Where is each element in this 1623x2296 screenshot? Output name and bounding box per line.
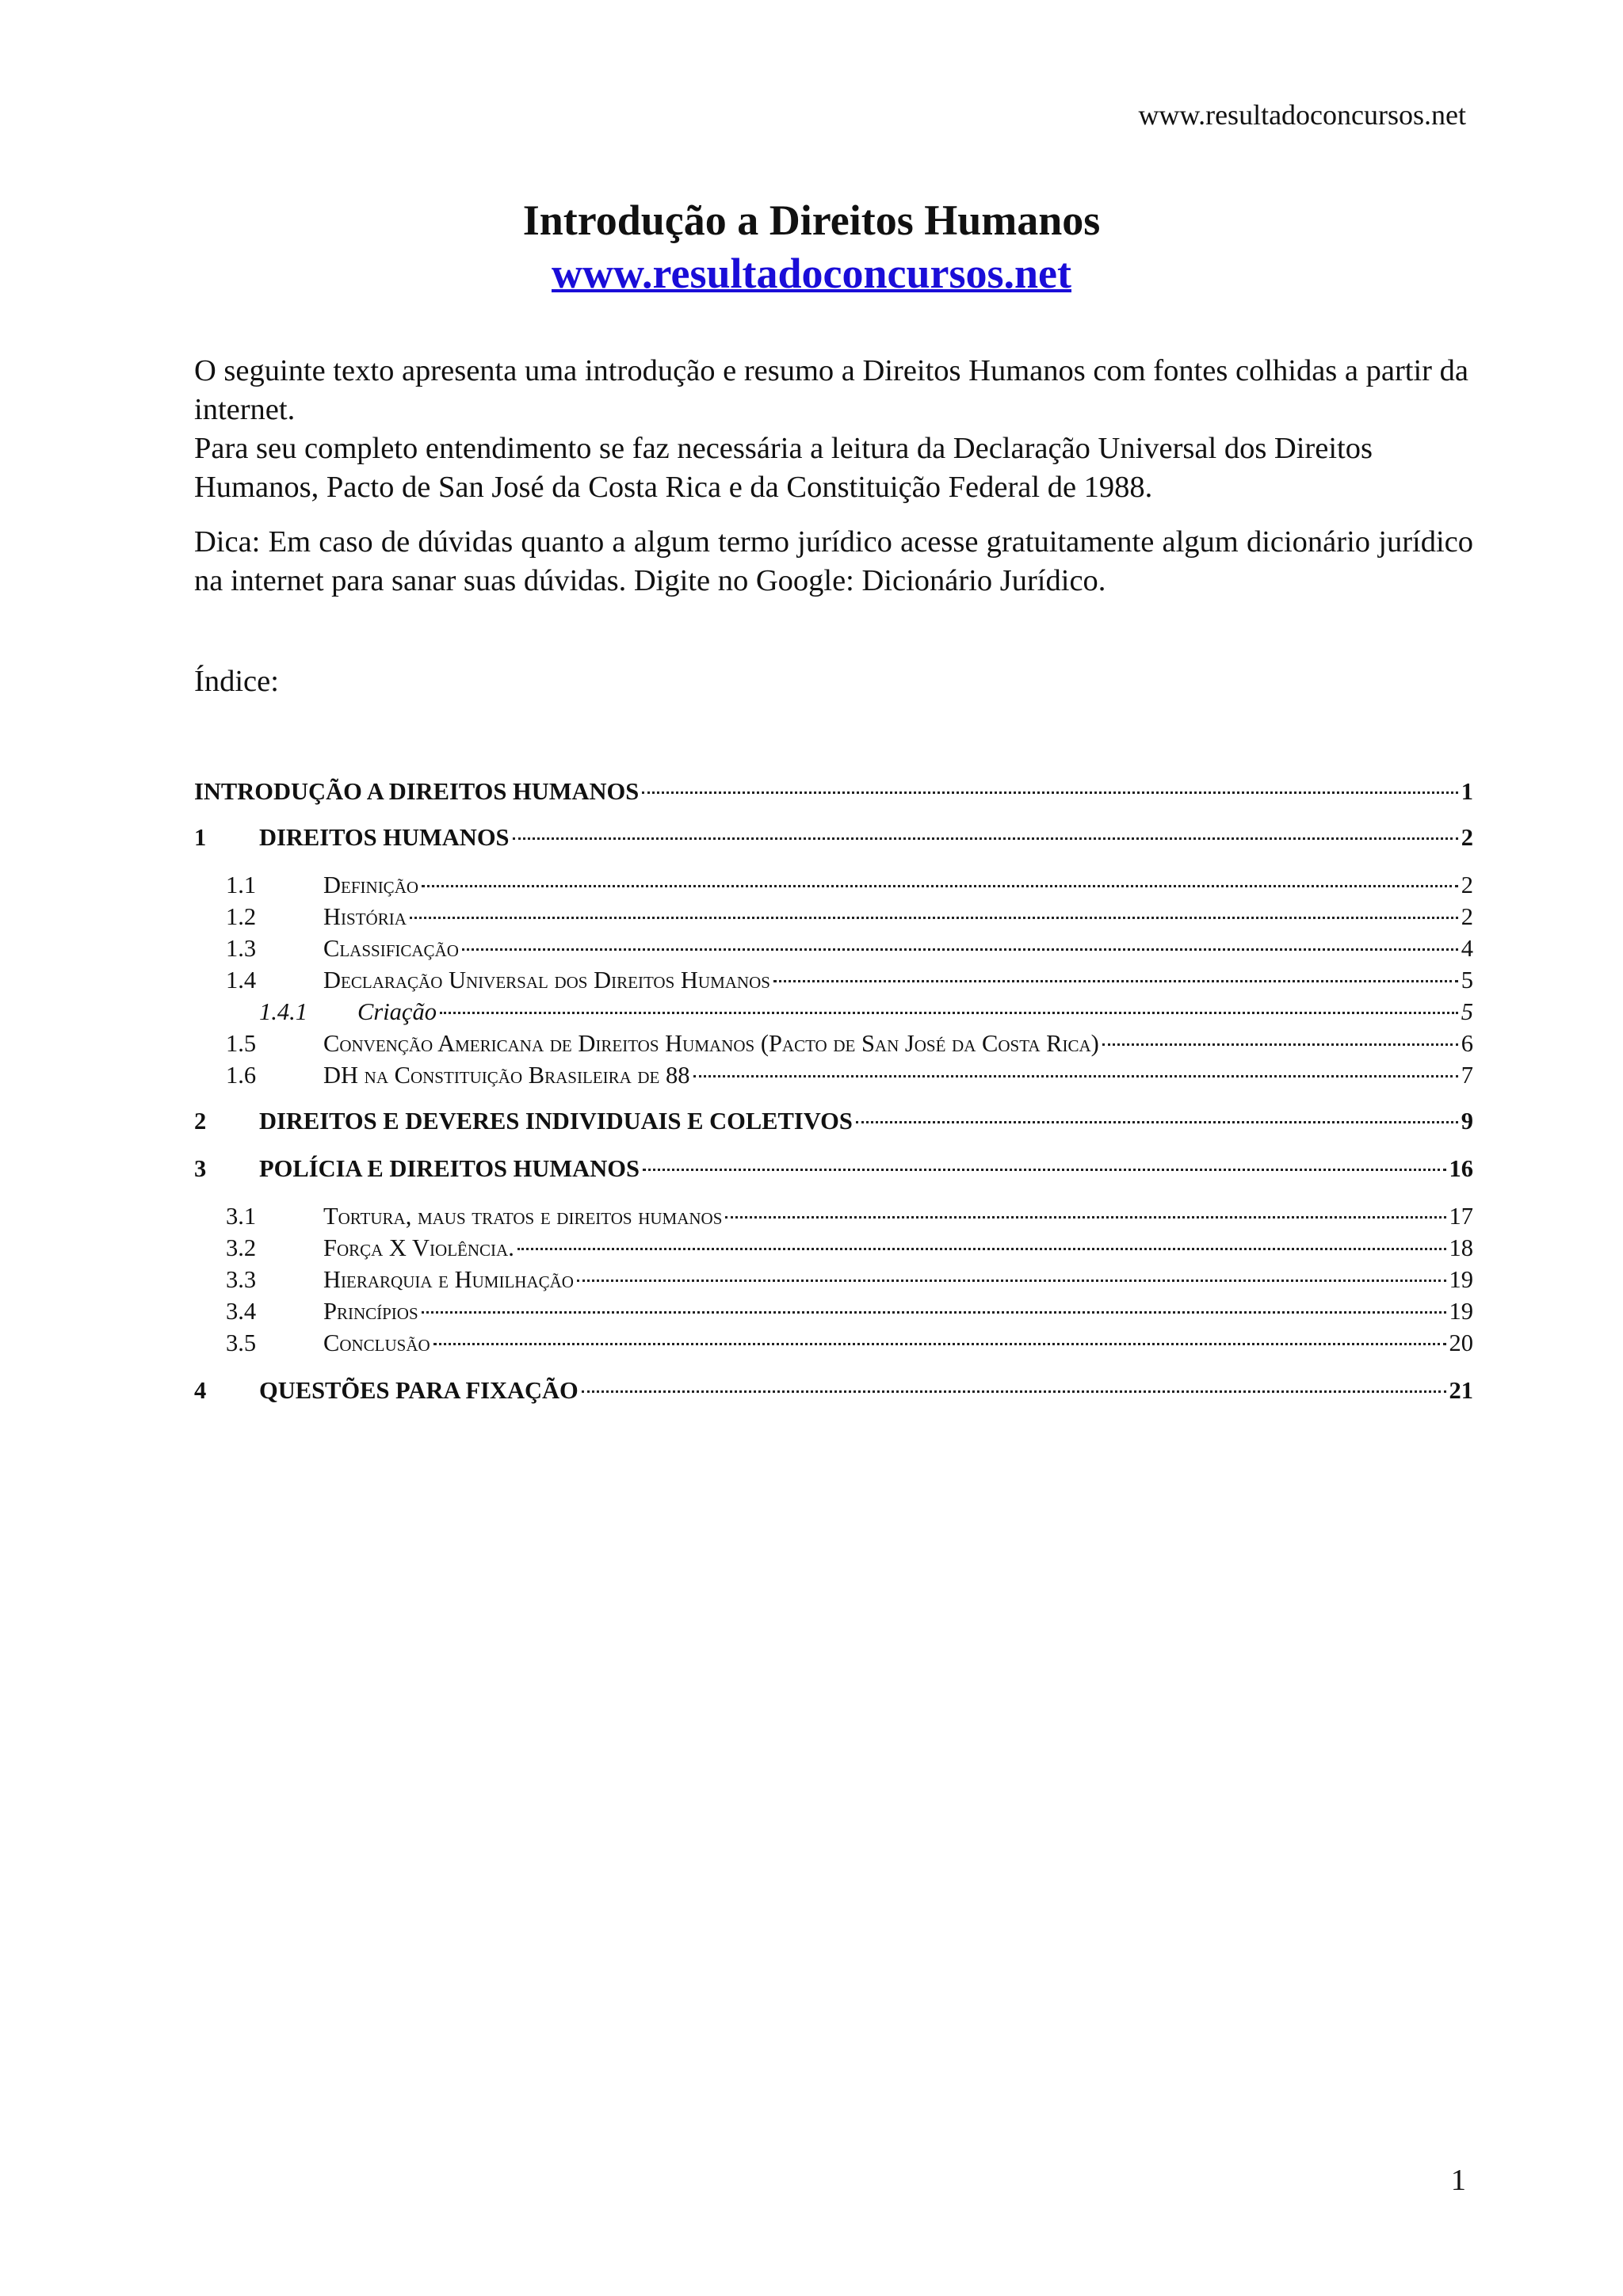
toc-entry[interactable] [226,1266,1473,1294]
toc-number: 3.5 [226,1329,257,1356]
toc-leader [422,885,1458,887]
toc-leader [440,1012,1458,1014]
toc-page: 6 [1461,1030,1473,1057]
toc-label: QUESTÕES PARA FIXAÇÃO [259,1377,579,1404]
toc-entry[interactable] [194,1377,1473,1405]
toc-entry[interactable] [226,1234,1473,1262]
toc-leader [643,1169,1446,1171]
toc-entry[interactable] [194,824,1473,852]
toc-number: 1.3 [226,935,257,962]
toc-label: DIREITOS HUMANOS [259,824,510,851]
toc-entry[interactable] [226,967,1473,994]
toc-page: 7 [1461,1062,1473,1089]
toc-entry[interactable] [226,1329,1473,1357]
index-heading: Índice: [194,665,279,698]
toc-leader [856,1121,1458,1123]
toc-label: Conclusão [323,1329,430,1356]
toc-leader [693,1075,1458,1077]
toc-label: Força X Violência. [323,1234,514,1261]
header-url: www.resultadoconcursos.net [1138,99,1466,131]
toc-number: 3.4 [226,1298,257,1325]
toc-leader [517,1248,1446,1250]
toc-entry[interactable] [259,998,1473,1026]
toc-page: 5 [1461,967,1473,994]
toc-leader [422,1311,1446,1314]
intro-paragraph-2: Para seu completo entendimento se faz necessária a leitura da Declaração Universal dos Direitos Humanos, Pacto de San José da Costa Rica e da Constituição Federal de 1988. [194,432,1373,504]
toc-number: 2 [194,1108,207,1135]
toc-page: 1 [1461,778,1473,805]
toc-page: 16 [1449,1155,1473,1182]
toc-leader [773,980,1458,982]
tip-paragraph: Dica: Em caso de dúvidas quanto a algum termo jurídico acesse gratuitamente algum dicionário jurídico na internet para sanar suas dúvidas. Digite no Google: Dicionário Jurídico. [194,525,1473,597]
toc-number: 1.5 [226,1030,257,1057]
toc-leader [462,948,1458,951]
toc-number: 1.6 [226,1062,257,1089]
toc-label: DIREITOS E DEVERES INDIVIDUAIS E COLETIVOS [259,1108,853,1135]
toc-page: 19 [1449,1266,1473,1293]
toc-entry[interactable] [226,871,1473,899]
toc-leader [1102,1043,1458,1046]
toc-label: Tortura, maus tratos e direitos humanos [323,1203,723,1230]
toc-leader [513,837,1458,840]
toc-number: 3 [194,1155,207,1182]
website-link[interactable]: www.resultadoconcursos.net [551,250,1071,297]
toc-entry[interactable] [194,1155,1473,1183]
toc-label: Classificação [323,935,459,962]
toc-number: 1.1 [226,871,257,898]
toc-entry[interactable] [194,1108,1473,1135]
toc-entry[interactable] [226,935,1473,963]
toc-entry[interactable] [226,1203,1473,1230]
toc-page: 4 [1461,935,1473,962]
toc-number: 1.4 [226,967,257,994]
toc-entry[interactable] [226,1030,1473,1058]
toc-number: 1.2 [226,903,257,930]
toc-number: 4 [194,1377,207,1404]
toc-page: 5 [1461,998,1473,1025]
toc-label: Princípios [323,1298,418,1325]
page-number: 1 [1450,2164,1466,2197]
title-block [0,195,1623,301]
toc-number: 1 [194,824,207,851]
toc-leader [582,1390,1446,1393]
toc-page: 18 [1449,1234,1473,1261]
toc-label: História [323,903,407,930]
toc-entry[interactable] [226,1298,1473,1325]
toc-label: DH na Constituição Brasileira de 88 [323,1062,690,1089]
toc-page: 20 [1449,1329,1473,1356]
toc-number: 3.1 [226,1203,257,1230]
toc-label: Hierarquia e Humilhação [323,1266,574,1293]
document-title: Introdução a Direitos Humanos [522,196,1101,244]
toc-number: 1.4.1 [259,998,307,1025]
toc-page: 17 [1449,1203,1473,1230]
toc-number: 3.2 [226,1234,257,1261]
intro-paragraph-1: O seguinte texto apresenta uma introdução e resumo a Direitos Humanos com fontes colhidas a partir da internet. [194,354,1468,426]
toc-leader [642,791,1458,794]
toc-entry[interactable] [194,778,1473,806]
toc-page: 19 [1449,1298,1473,1325]
toc-leader [433,1343,1446,1345]
toc-label: Convenção Americana de Direitos Humanos (Pacto de San José da Costa Rica) [323,1030,1099,1057]
toc-leader [725,1216,1445,1219]
toc-number: 3.3 [226,1266,257,1293]
toc-label: Criação [357,998,437,1025]
toc-label: INTRODUÇÃO A DIREITOS HUMANOS [194,778,640,805]
toc-leader [577,1280,1446,1282]
toc-page: 2 [1461,903,1473,930]
toc-entry[interactable] [226,903,1473,931]
toc-label: Definição [323,871,419,898]
toc-page: 2 [1461,824,1473,851]
toc-page: 9 [1461,1108,1473,1135]
toc-page: 21 [1449,1377,1473,1404]
toc-entry[interactable] [226,1062,1473,1089]
toc-label: POLÍCIA E DIREITOS HUMANOS [259,1155,640,1182]
toc-leader [410,917,1458,919]
intro-text [194,352,1473,601]
toc-page: 2 [1461,871,1473,898]
toc-label: Declaração Universal dos Direitos Humanos [323,967,770,994]
